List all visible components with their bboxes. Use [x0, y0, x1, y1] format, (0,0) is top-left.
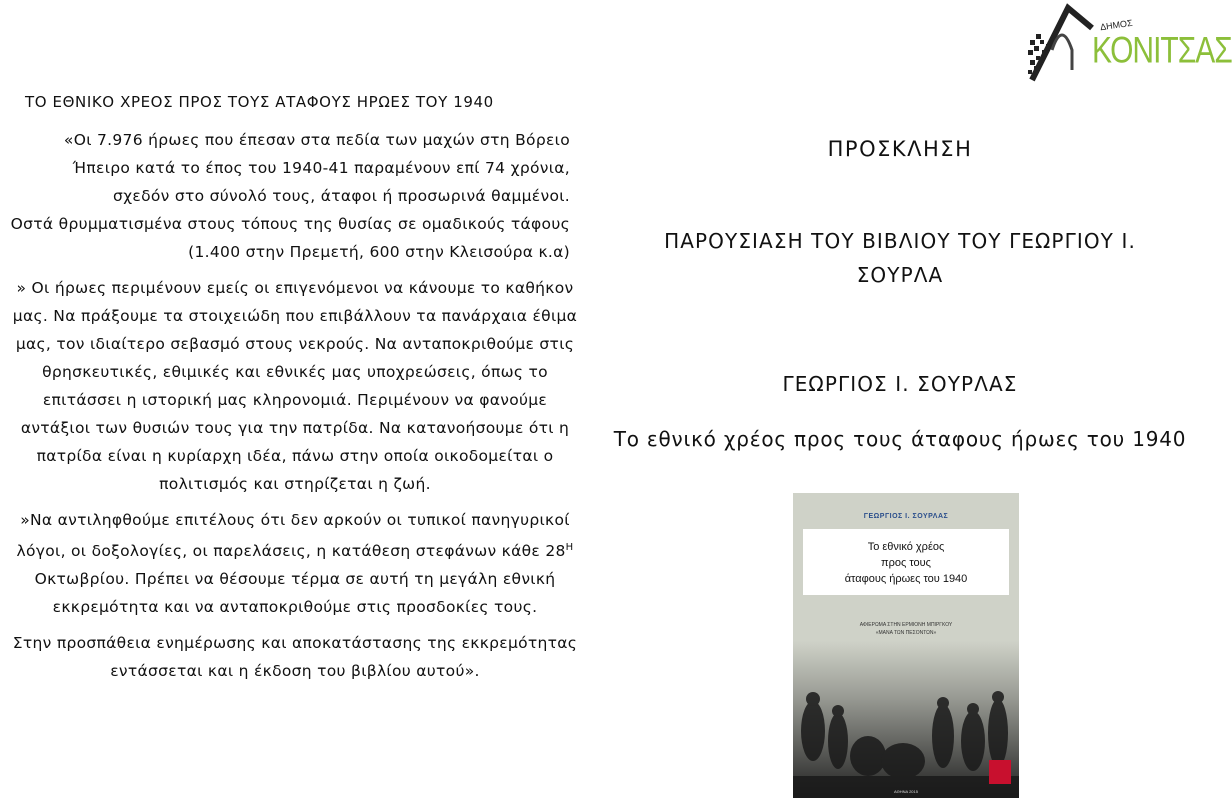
left-heading: ΤΟ ΕΘΝΙΚΟ ΧΡΕΟΣ ΠΡΟΣ ΤΟΥΣ ΑΤΑΦΟΥΣ ΗΡΩΕΣ ΤΟΥ 1940 — [25, 93, 494, 111]
p4-line: εντάσσεται και η έκδοση του βιβλίου αυτού». — [110, 662, 480, 681]
p3-line: Οκτωβρίου. Πρέπει να θέσουμε τέρμα σε αυτή τη μεγάλη εθνική — [34, 570, 556, 589]
p2-line: θρησκευτικές, εθιμικές και εθνικές μας υποχρεώσεις, όπως το — [42, 363, 548, 381]
quote-paragraph-1 — [0, 126, 590, 266]
p2-line: αντάξιοι των θυσιών τους για την πατρίδα. Να κατανοήσουμε ότι η — [20, 419, 570, 437]
book-cover — [793, 493, 1019, 798]
quote-paragraph-3 — [0, 506, 590, 621]
cover-city: ΑΘΗΝΑ 2015 — [894, 789, 918, 794]
cover-photo — [793, 641, 1019, 798]
p2-line: μας, τον ιδιαίτερο σεβασμό στους νεκρούς. Να ανταποκριθούμε στις — [15, 335, 575, 353]
cover-author: ΓΕΩΡΓΙΟΣ Ι. ΣΟΥΡΛΑΣ — [863, 513, 949, 520]
presentation-line: ΠΑΡΟΥΣΙΑΣΗ ΤΟΥ ΒΙΒΛΙΟΥ ΤΟΥ ΓΕΩΡΓΙΟΥ Ι. — [664, 229, 1136, 253]
quote-paragraph-4 — [0, 629, 590, 685]
left-column — [0, 88, 590, 693]
superscript-eta: Η — [565, 542, 574, 553]
p1-line: σχεδόν στο σύνολό τους, άταφοι ή προσωρινά θαμμένοι. — [113, 187, 570, 205]
p2-line: » Οι ήρωες περιμένουν εμείς οι επιγενόμενοι να κάνουμε το καθήκον — [16, 279, 574, 297]
p3-line: εκκρεμότητα και να ανταποκριθούμε στις προσδοκίες τους. — [52, 598, 538, 617]
p2-line: επιτάσσει η ιστορική μας κληρονομιά. Περιμένουν να φανούμε — [42, 391, 548, 409]
p1-line: Ήπειρο κατά το έπος του 1940-41 παραμένουν επί 74 χρόνια, — [72, 159, 570, 177]
publisher-badge — [989, 760, 1011, 784]
invitation-title: ΠΡΟΣΚΛΗΣΗ — [827, 137, 973, 161]
author-name: ΓΕΩΡΓΙΟΣ Ι. ΣΟΥΡΛΑΣ — [782, 372, 1018, 396]
cover-title-box — [803, 529, 1009, 595]
cover-title-line: άταφους ήρωες του 1940 — [844, 573, 968, 585]
quote-paragraph-2 — [0, 274, 590, 498]
cover-dedication-line: ΑΦΙΕΡΩΜΑ ΣΤΗΝ ΕΡΜΙΟΝΗ ΜΠΙΡΓΚΟΥ — [859, 622, 953, 628]
logo-big-text: ΚΟΝΙΤΣΑΣ — [1092, 30, 1232, 72]
p4-line: Στην προσπάθεια ενημέρωσης και αποκατάστασης της εκκρεμότητας — [12, 634, 578, 653]
p2-line: πατρίδα είναι η κυρίαρχη ιδέα, πάνω στην οποία οικοδομείται ο — [36, 447, 554, 465]
municipality-logo — [1022, 0, 1232, 98]
p1-line: «Οι 7.976 ήρωες που έπεσαν στα πεδία των μαχών στη Βόρειο — [63, 131, 570, 149]
cover-title-line: Το εθνικό χρέος — [867, 541, 945, 553]
book-subtitle: Το εθνικό χρέος προς τους άταφους ήρωες του 1940 — [613, 427, 1187, 451]
cover-dedication-line: «ΜΑΝΑ ΤΩΝ ΠΕΣΟΝΤΩΝ» — [875, 630, 937, 636]
presentation-line: ΣΟΥΡΛΑ — [856, 263, 944, 287]
p1-line: (1.400 στην Πρεμετή, 600 στην Κλεισούρα κ.α) — [188, 243, 570, 261]
p3-line: λόγοι, οι δοξολογίες, οι παρελάσεις, η κατάθεση στεφάνων κάθε 28 — [16, 542, 566, 561]
cover-dedication — [793, 621, 1019, 637]
p3-line: »Να αντιληφθούμε επιτέλους ότι δεν αρκούν οι τυπικοί πανηγυρικοί — [20, 511, 570, 529]
cover-title-line: προς τους — [881, 557, 931, 569]
presentation-title — [600, 224, 1200, 292]
p2-line: μας. Να πράξουμε τα στοιχειώδη που επιβάλλουν τα πανάρχαια έθιμα — [12, 307, 578, 325]
p2-line: πολιτισμός και στηρίζεται η ζωή. — [159, 475, 431, 493]
p1-line: Οστά θρυμματισμένα στους τόπους της θυσίας σε ομαδικούς τάφους — [10, 215, 570, 233]
logo-small-text: ΔΗΜΟΣ — [1099, 17, 1134, 33]
